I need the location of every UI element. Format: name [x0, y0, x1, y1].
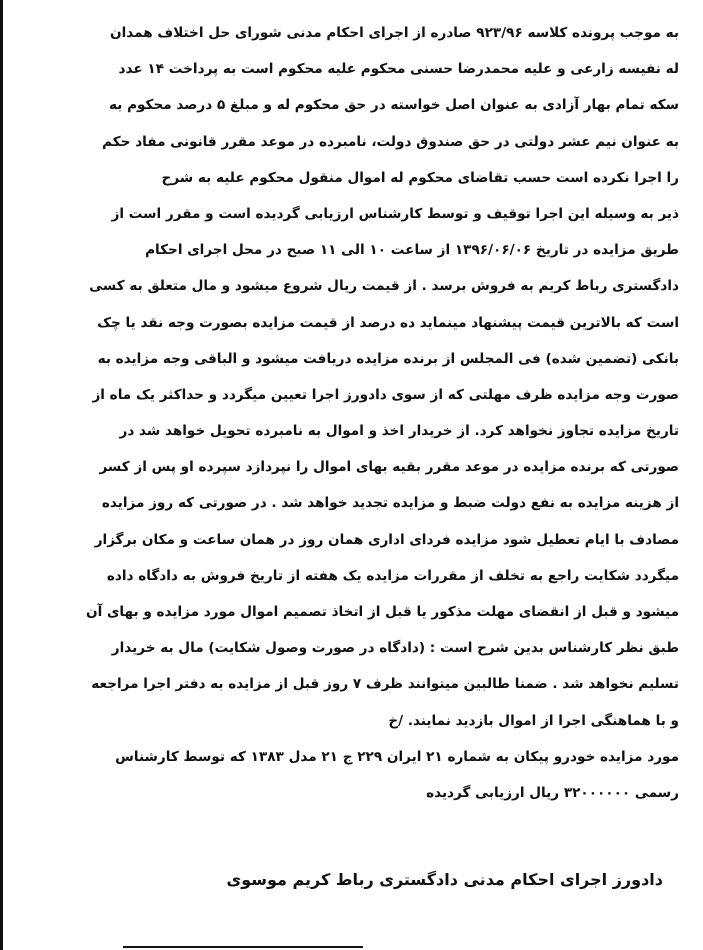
notice-line: ذیر به وسیله این اجرا توقیف و توسط کارشناس ارزیابی گردیده است و مقرر است از — [111, 205, 679, 222]
notice-line: مورد مزایده خودرو پیکان به شماره ۲۱ ایران ۲۲۹ ج ۲۱ مدل ۱۳۸۳ که توسط کارشناس — [115, 748, 679, 765]
notice-line: تسلیم نخواهد شد . ضمنا طالبین میتوانند ظرف ۷ روز قبل از مزایده به دفتر اجرا مراجعه — [91, 676, 679, 693]
notice-line: سکه تمام بهار آزادی به عنوان اصل خواسته در حق محکوم له و مبلغ ۵ درصد محکوم به — [108, 97, 679, 114]
notice-line: به موجب پرونده کلاسه ۹۲۳/۹۶ صادره از اجرای احکام مدنی شورای حل اختلاف همدان — [110, 25, 679, 41]
signature-line: دادورز اجرای احکام مدنی دادگستری رباط کریم موسوی — [226, 870, 663, 889]
notice-line: له نفیسه زارعی و علیه محمدرضا حسنی محکوم علیه محکوم است به پرداخت ۱۴ عدد — [118, 61, 679, 78]
notice-line: طریق مزایده در تاریخ ۱۳۹۶/۰۶/۰۶ از ساعت ۱۰ الی ۱۱ صبح در محل اجرای احکام — [145, 242, 679, 259]
notice-line: طبق نظر کارشناس بدین شرح است : (دادگاه در صورت وصول شکایت) مال به خریدار — [111, 640, 679, 657]
notice-line: را اجرا نکرده است حسب تقاضای محکوم له اموال منقول محکوم علیه به شرح — [161, 169, 679, 186]
notice-line: صورت وجه مزایده ظرف مهلتی که از سوی دادورز اجرا تعیین میگردد و حداکثر یک ماه از — [92, 386, 679, 403]
notice-line: صورتی که برنده مزایده در موعد مقرر بقیه بهای اموال را نپردازد سپرده او پس از کسر — [99, 459, 679, 476]
notice-line: میشود و قبل از انقضای مهلت مذکور یا قبل از اتخاذ تصمیم اموال مورد مزایده و بهای آن — [85, 604, 679, 620]
notice-line: به عنوان نیم عشر دولتی در حق صندوق دولت، نامبرده در موعد مقرر قانونی مفاد حکم — [102, 133, 679, 150]
notice-line: دادگستری رباط کریم به فروش برسد . از قیمت ریال شروع میشود و مال متعلق به کسی — [89, 278, 679, 295]
notice-line: بانکی (تضمین شده) فی المجلس از برنده مزایده دریافت میشود و الباقی وجه مزایده به — [97, 350, 679, 367]
notice-line: است که بالاترین قیمت پیشنهاد مینماید ده درصد از قیمت مزایده بصورت وجه نقد یا چک — [97, 314, 679, 331]
notice-line: تاریخ مزایده تجاوز نخواهد کرد. از خریدار اخذ و اموال به نامبرده تحویل خواهد شد در — [119, 423, 679, 440]
notice-line: از هزینه مزایده به نفع دولت ضبط و مزایده تجدید خواهد شد . در صورتی که روز مزایده — [101, 495, 679, 512]
notice-line: و با هماهنگی اجرا از اموال بازدید نمایند. /خ — [388, 712, 679, 729]
notice-body — [23, 18, 679, 814]
notice-line: مصادف با ایام تعطیل شود مزایده فردای اداری همان روز در همان ساعت و مکان برگزار — [94, 531, 679, 548]
bottom-divider — [123, 946, 363, 948]
notice-line: رسمی ۳۲۰۰۰۰۰۰ ریال ارزیابی گردیده — [426, 784, 679, 801]
notice-line: میگردد شکایت راجع به تخلف از مقررات مزایده یک هفته از تاریخ فروش به دادگاه داده — [106, 567, 679, 584]
